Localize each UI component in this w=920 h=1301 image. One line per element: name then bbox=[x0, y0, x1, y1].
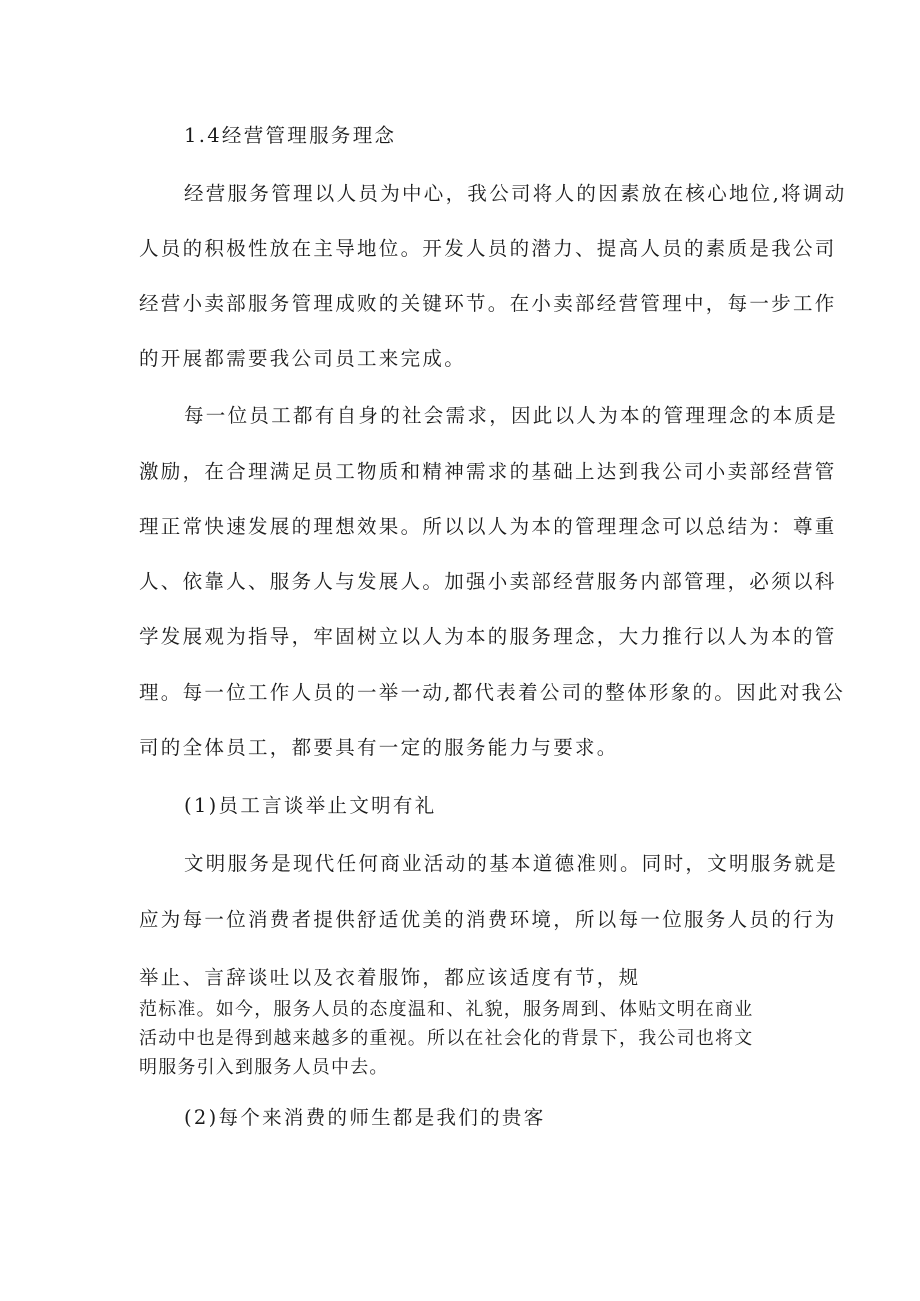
paragraph-line: 经营服务管理以人员为中心，我公司将人的因素放在核心地位,将调动 bbox=[184, 182, 847, 205]
paragraph-line: 明服务引入到服务人员中去。 bbox=[139, 1057, 389, 1078]
paragraph-line: 活动中也是得到越来越多的重视。所以在社会化的背景下，我公司也将文 bbox=[139, 1028, 754, 1049]
subheading: (1)员工言谈举止文明有礼 bbox=[184, 794, 437, 817]
paragraph-line: 学发展观为指导，牢固树立以人为本的服务理念，大力推行以人为本的管 bbox=[139, 625, 837, 648]
paragraph-line: 激励，在合理满足员工物质和精神需求的基础上达到我公司小卖部经营管 bbox=[139, 460, 837, 483]
subheading: (2)每个来消费的师生都是我们的贵客 bbox=[184, 1106, 546, 1129]
paragraph-line: 人员的积极性放在主导地位。开发人员的潜力、提高人员的素质是我公司 bbox=[139, 237, 837, 260]
paragraph-line: 理。每一位工作人员的一举一动,都代表着公司的整体形象的。因此对我公 bbox=[139, 681, 846, 704]
section-heading: 1.4经营管理服务理念 bbox=[184, 124, 397, 147]
paragraph-line: 司的全体员工，都要具有一定的服务能力与要求。 bbox=[139, 736, 619, 759]
paragraph-line: 人、依靠人、服务人与发展人。加强小卖部经营服务内部管理，必须以科 bbox=[139, 570, 837, 593]
paragraph-line: 的开展都需要我公司员工来完成。 bbox=[139, 347, 467, 370]
paragraph-line: 应为每一位消费者提供舒适优美的消费环境，所以每一位服务人员的行为 bbox=[139, 908, 837, 931]
paragraph-line: 文明服务是现代任何商业活动的基本道德准则。同时，文明服务就是 bbox=[184, 852, 839, 875]
paragraph-line: 经营小卖部服务管理成败的关键环节。在小卖部经营管理中，每一步工作 bbox=[139, 292, 837, 315]
paragraph-line: 理正常快速发展的理想效果。所以以人为本的管理理念可以总结为：尊重 bbox=[139, 515, 837, 538]
paragraph-line: 举止、言辞谈吐以及衣着服饰，都应该适度有节，规 bbox=[139, 966, 641, 989]
paragraph-line: 每一位员工都有自身的社会需求，因此以人为本的管理理念的本质是 bbox=[184, 404, 839, 427]
paragraph-line: 范标准。如今，服务人员的态度温和、礼貌，服务周到、体贴文明在商业 bbox=[139, 999, 754, 1020]
